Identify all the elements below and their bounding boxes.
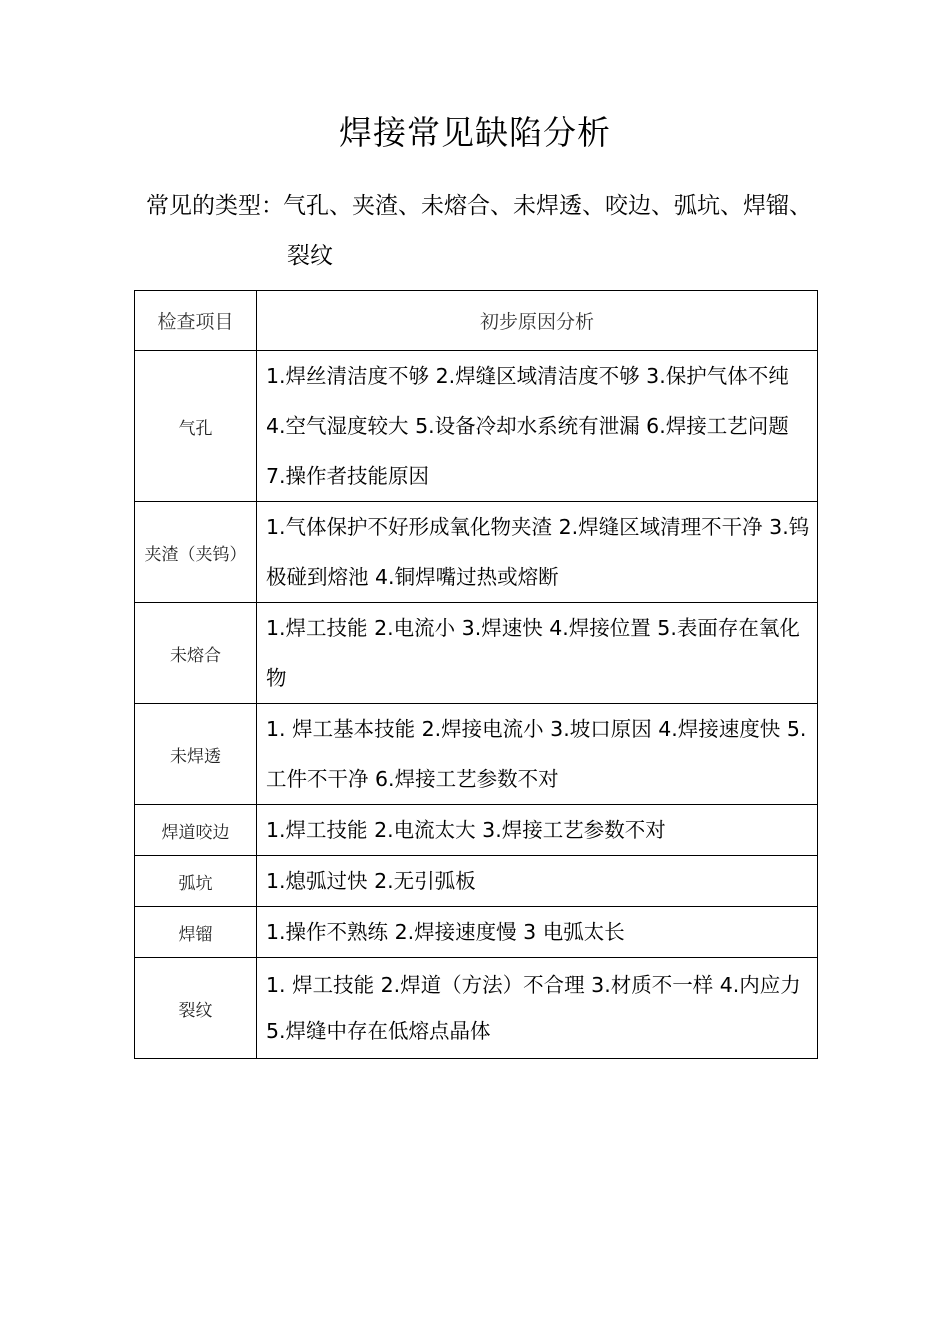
defect-item: 未焊透 xyxy=(135,704,257,805)
types-label: 常见的类型： xyxy=(146,193,284,219)
table-row xyxy=(135,351,818,502)
defect-item: 弧坑 xyxy=(135,856,257,907)
defect-item: 裂纹 xyxy=(135,958,257,1059)
header-inspection-item: 检查项目 xyxy=(135,291,257,351)
defect-cause: 1. 焊工基本技能 2.焊接电流小 3.坡口原因 4.焊接速度快 5.工件不干净 6.焊接工艺参数不对 xyxy=(257,704,818,805)
defect-cause: 1.焊工技能 2.电流太大 3.焊接工艺参数不对 xyxy=(257,805,818,856)
defect-item: 焊镏 xyxy=(135,907,257,958)
table-row xyxy=(135,958,818,1059)
table-row xyxy=(135,502,818,603)
defect-analysis-table xyxy=(134,290,818,1059)
table-header-row xyxy=(135,291,818,351)
table-row xyxy=(135,704,818,805)
defect-item: 夹渣（夹钨） xyxy=(135,502,257,603)
defect-item: 焊道咬边 xyxy=(135,805,257,856)
table-row xyxy=(135,603,818,704)
defect-cause: 1.熄弧过快 2.无引弧板 xyxy=(257,856,818,907)
header-cause-analysis: 初步原因分析 xyxy=(257,291,818,351)
defect-cause: 1.焊丝清洁度不够 2.焊缝区域清洁度不够 3.保护气体不纯 4.空气湿度较大 5.设备冷却水系统有泄漏 6.焊接工艺问题 7.操作者技能原因 xyxy=(257,351,818,502)
table-row xyxy=(135,805,818,856)
table-row xyxy=(135,856,818,907)
page-title: 焊接常见缺陷分析 xyxy=(339,113,611,152)
defect-cause: 1.焊工技能 2.电流小 3.焊速快 4.焊接位置 5.表面存在氧化物 xyxy=(257,603,818,704)
defect-cause: 1.气体保护不好形成氧化物夹渣 2.焊缝区域清理不干净 3.钨极碰到熔池 4.铜焊嘴过热或熔断 xyxy=(257,502,818,603)
defect-cause: 1. 焊工技能 2.焊道（方法）不合理 3.材质不一样 4.内应力 5.焊缝中存在低熔点晶体 xyxy=(257,958,818,1059)
defect-item: 气孔 xyxy=(135,351,257,502)
types-list-line-2: 裂纹 xyxy=(287,243,333,269)
table-row xyxy=(135,907,818,958)
types-list-line-1: 气孔、夹渣、未熔合、未焊透、咬边、弧坑、焊镏、 xyxy=(283,193,812,219)
defect-cause: 1.操作不熟练 2.焊接速度慢 3 电弧太长 xyxy=(257,907,818,958)
defect-item: 未熔合 xyxy=(135,603,257,704)
